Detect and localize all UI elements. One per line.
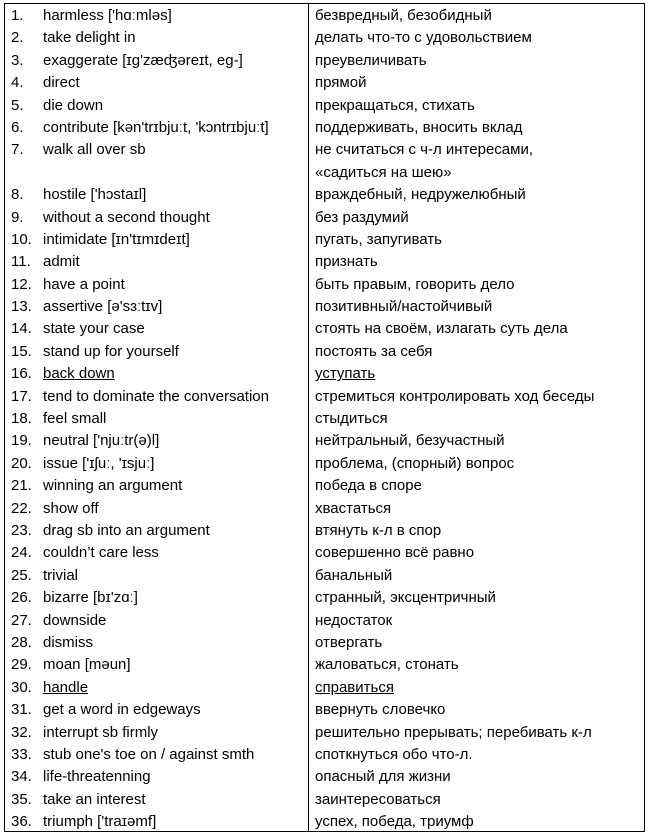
english-term: get a word in edgeways — [43, 701, 201, 719]
row-number: 36. — [11, 813, 32, 831]
row-number: 12. — [11, 275, 32, 293]
english-term: direct — [43, 74, 80, 92]
russian-translation — [315, 139, 640, 184]
table-row — [5, 251, 644, 273]
english-term: moan [məun] — [43, 656, 131, 674]
row-number: 5. — [11, 96, 24, 114]
translation-line: пугать, запугивать — [315, 230, 442, 248]
table-row — [5, 117, 644, 139]
translation-line: стоять на своём, излагать суть дела — [315, 320, 568, 338]
row-number: 25. — [11, 566, 32, 584]
row-number: 23. — [11, 522, 32, 539]
russian-translation — [315, 542, 640, 564]
row-number: 26. — [11, 589, 32, 607]
english-term: feel small — [43, 410, 107, 428]
english-term: intimidate [ɪn'tɪmɪdeɪt] — [43, 230, 190, 248]
russian-translation — [315, 811, 640, 833]
english-term: take an interest — [43, 790, 146, 808]
translation-line: опасный для жизни — [315, 768, 451, 786]
english-term: dismiss — [43, 633, 94, 651]
translation-line: быть правым, говорить дело — [315, 275, 515, 293]
row-number: 28. — [11, 633, 32, 651]
row-number: 19. — [11, 432, 32, 450]
russian-translation — [315, 744, 640, 766]
russian-translation — [315, 27, 640, 49]
row-number: 10. — [11, 230, 32, 248]
row-number: 32. — [11, 723, 32, 741]
english-term: walk all over sb — [43, 141, 146, 159]
russian-translation — [315, 453, 640, 475]
english-term: triumph ['traɪəmf] — [43, 813, 157, 831]
table-row — [5, 699, 644, 721]
translation-line: победа в споре — [315, 477, 422, 495]
row-number: 20. — [11, 454, 32, 472]
russian-translation — [315, 274, 640, 296]
english-term: bizarre [bɪ'zɑː] — [43, 589, 138, 607]
table-row — [5, 229, 644, 251]
translation-line: отвергать — [315, 633, 383, 651]
russian-translation — [315, 565, 640, 587]
table-row — [5, 72, 644, 94]
translation-line: без раздумий — [315, 208, 409, 226]
english-term: winning an argument — [43, 477, 183, 495]
row-number: 9. — [11, 208, 24, 226]
table-row — [5, 610, 644, 632]
english-term: stand up for yourself — [43, 342, 179, 360]
row-number: 22. — [11, 499, 32, 517]
table-row — [5, 722, 644, 744]
table-row — [5, 677, 644, 699]
english-term: neutral ['njuːtr(ə)l] — [43, 432, 160, 450]
table-row — [5, 744, 644, 766]
translation-line: уступать — [315, 365, 376, 383]
russian-translation — [315, 318, 640, 340]
translation-line: заинтересоваться — [315, 790, 441, 808]
translation-line: позитивный/настойчивый — [315, 298, 493, 316]
translation-line: делать что-то с удовольствием — [315, 29, 532, 47]
row-number: 15. — [11, 342, 32, 360]
english-term: die down — [43, 96, 104, 114]
english-term: tend to dominate the conversation — [43, 387, 269, 405]
table-row — [5, 386, 644, 408]
english-term: downside — [43, 611, 107, 629]
table-row — [5, 453, 644, 475]
russian-translation — [315, 654, 640, 676]
english-term: interrupt sb firmly — [43, 723, 159, 741]
russian-translation — [315, 430, 640, 452]
row-number: 14. — [11, 320, 32, 338]
row-number: 34. — [11, 768, 32, 786]
row-number: 29. — [11, 656, 32, 674]
table-row — [5, 475, 644, 497]
table-row — [5, 542, 644, 564]
translation-line: недостаток — [315, 611, 393, 629]
translation-line: хвастаться — [315, 499, 392, 517]
english-term: handle — [43, 678, 89, 696]
row-number: 4. — [11, 74, 24, 92]
table-row — [5, 318, 644, 340]
table-row — [5, 27, 644, 49]
translation-line: успех, победа, триумф — [315, 813, 474, 831]
translation-line: странный, эксцентричный — [315, 589, 496, 607]
row-number: 13. — [11, 298, 32, 316]
table-row — [5, 296, 644, 318]
table-row — [5, 587, 644, 609]
english-term: couldn’t care less — [43, 544, 159, 562]
russian-translation — [315, 117, 640, 139]
table-row — [5, 50, 644, 72]
russian-translation — [315, 408, 640, 430]
row-number: 18. — [11, 410, 32, 428]
english-term: have a point — [43, 275, 125, 293]
table-row — [5, 632, 644, 654]
row-number: 2. — [11, 29, 24, 47]
table-row — [5, 430, 644, 452]
english-term: without a second thought — [43, 208, 210, 226]
russian-translation — [315, 386, 640, 408]
translation-line-continued: «садиться на шею» — [315, 163, 452, 181]
vocabulary-rows — [5, 5, 644, 833]
row-number: 21. — [11, 477, 32, 495]
translation-line: банальный — [315, 566, 393, 584]
russian-translation — [315, 699, 640, 721]
translation-line: признать — [315, 253, 378, 271]
translation-line: ввернуть словечко — [315, 701, 446, 719]
russian-translation — [315, 610, 640, 632]
russian-translation — [315, 766, 640, 788]
english-term: harmless ['hɑːmləs] — [43, 7, 172, 24]
translation-line: прекращаться, стихать — [315, 96, 475, 114]
row-number: 33. — [11, 745, 32, 763]
row-number: 27. — [11, 611, 32, 629]
table-row — [5, 654, 644, 676]
translation-line: стыдиться — [315, 410, 388, 428]
row-number: 31. — [11, 701, 32, 719]
translation-line: постоять за себя — [315, 342, 433, 360]
table-row — [5, 341, 644, 363]
translation-line: не считаться с ч-л интересами, — [315, 141, 533, 159]
table-row — [5, 184, 644, 206]
row-number: 16. — [11, 365, 32, 383]
english-term: assertive [ə'sɜːtɪv] — [43, 298, 163, 316]
russian-translation — [315, 363, 640, 385]
english-term: drag sb into an argument — [43, 522, 210, 539]
translation-line: споткнуться обо что-л. — [315, 745, 473, 763]
table-row — [5, 207, 644, 229]
translation-line: втянуть к-л в спор — [315, 522, 442, 539]
translation-line: враждебный, недружелюбный — [315, 186, 526, 204]
russian-translation — [315, 520, 640, 542]
row-number: 24. — [11, 544, 32, 562]
english-term: take delight in — [43, 29, 136, 47]
table-row — [5, 766, 644, 788]
table-row — [5, 274, 644, 296]
translation-line: нейтральный, безучастный — [315, 432, 505, 450]
russian-translation — [315, 475, 640, 497]
russian-translation — [315, 72, 640, 94]
translation-line: безвредный, безобидный — [315, 7, 492, 24]
translation-line: поддерживать, вносить вклад — [315, 118, 523, 136]
row-number: 3. — [11, 51, 24, 69]
english-term: state your case — [43, 320, 145, 338]
table-row — [5, 520, 644, 542]
table-row — [5, 139, 644, 184]
translation-line: жаловаться, стонать — [315, 656, 459, 674]
english-term: admit — [43, 253, 80, 271]
russian-translation — [315, 722, 640, 744]
row-number: 7. — [11, 141, 24, 159]
russian-translation — [315, 50, 640, 72]
row-number: 30. — [11, 678, 32, 696]
translation-line: справиться — [315, 678, 394, 696]
russian-translation — [315, 498, 640, 520]
english-term: hostile ['hɔstaɪl] — [43, 186, 147, 204]
english-term: issue ['ɪʃuː, 'ɪsjuː] — [43, 454, 155, 472]
table-row — [5, 811, 644, 833]
translation-line: прямой — [315, 74, 367, 92]
table-row — [5, 5, 644, 27]
table-row — [5, 408, 644, 430]
table-row — [5, 789, 644, 811]
russian-translation — [315, 789, 640, 811]
row-number: 17. — [11, 387, 32, 405]
russian-translation — [315, 5, 640, 27]
russian-translation — [315, 587, 640, 609]
table-row — [5, 498, 644, 520]
russian-translation — [315, 207, 640, 229]
english-term: show off — [43, 499, 99, 517]
russian-translation — [315, 341, 640, 363]
russian-translation — [315, 95, 640, 117]
english-term: exaggerate [ɪg'zæʤəreɪt, eg-] — [43, 51, 243, 69]
table-row — [5, 95, 644, 117]
translation-line: проблема, (спорный) вопрос — [315, 454, 515, 472]
russian-translation — [315, 296, 640, 318]
russian-translation — [315, 251, 640, 273]
russian-translation — [315, 677, 640, 699]
translation-line: решительно прерывать; перебивать к-л — [315, 723, 592, 741]
english-term: back down — [43, 365, 115, 383]
english-term: stub one's toe on / against smth — [43, 745, 255, 763]
row-number: 8. — [11, 186, 24, 204]
row-number: 6. — [11, 118, 24, 136]
translation-line: стремиться контролировать ход беседы — [315, 387, 595, 405]
english-term: life-threatenning — [43, 768, 151, 786]
row-number: 35. — [11, 790, 32, 808]
row-number: 1. — [11, 7, 24, 24]
russian-translation — [315, 229, 640, 251]
english-term: contribute [kən'trɪbjuːt, 'kɔntrɪbjuːt] — [43, 118, 269, 136]
row-number: 11. — [11, 253, 31, 271]
translation-line: преувеличивать — [315, 51, 427, 69]
russian-translation — [315, 184, 640, 206]
table-row — [5, 565, 644, 587]
table-row — [5, 363, 644, 385]
russian-translation — [315, 632, 640, 654]
vocabulary-table — [4, 3, 645, 832]
translation-line: совершенно всё равно — [315, 544, 475, 562]
english-term: trivial — [43, 566, 79, 584]
